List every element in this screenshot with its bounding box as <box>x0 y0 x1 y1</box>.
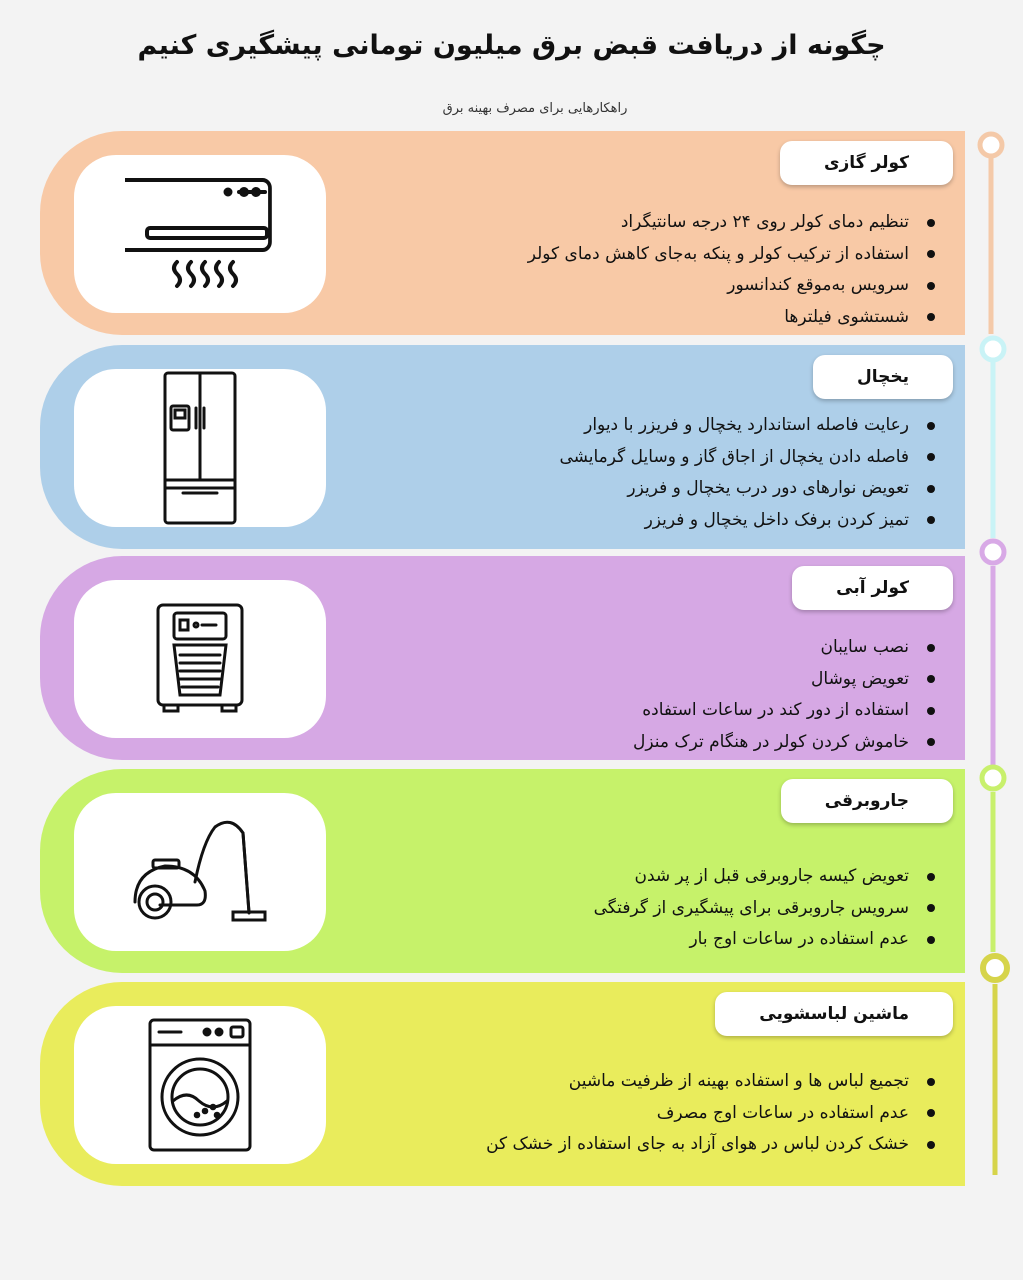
bullet-dot <box>927 282 935 290</box>
list-item <box>594 924 935 956</box>
list-item-text: خشک کردن لباس در هوای آزاد به جای استفاده از خشک کن <box>486 1134 909 1154</box>
list-item-text: عدم استفاده در ساعات اوج بار <box>689 929 909 949</box>
washing-machine-icon <box>74 1006 326 1164</box>
air-conditioner-icon <box>74 155 326 313</box>
bullet-dot <box>927 707 935 715</box>
list-item <box>528 302 935 334</box>
bullet-dot <box>927 675 935 683</box>
list-item <box>594 893 935 925</box>
list-item-text: تعویض پوشال <box>811 668 909 689</box>
list-item <box>486 1098 935 1130</box>
timeline-node <box>980 134 1002 156</box>
bullet-dot <box>927 313 935 321</box>
section-label: جاروبرقی <box>781 779 953 823</box>
section-vacuum-cleaner <box>40 769 965 973</box>
list-item <box>528 239 935 271</box>
list-item-text: استفاده از دور کند در ساعات استفاده <box>642 700 909 720</box>
timeline-node <box>982 541 1004 563</box>
list-item-text: نصب سایبان <box>820 637 909 657</box>
list-item-text: خاموش کردن کولر در هنگام ترک منزل <box>633 731 909 752</box>
list-item-text: فاصله دادن یخچال از اجاق گاز و وسایل گرمایشی <box>559 446 909 467</box>
page-title: چگونه از دریافت قبض برق میلیون تومانی پیشگیری کنیم <box>137 30 886 61</box>
vacuum-cleaner-icon <box>74 793 326 951</box>
timeline-node <box>982 338 1004 360</box>
list-item <box>633 664 935 696</box>
list-item <box>559 410 935 442</box>
page-subtitle: راهکارهایی برای مصرف بهینه برق <box>442 101 628 116</box>
refrigerator-icon <box>74 369 326 527</box>
bullet-dot <box>927 904 935 912</box>
list-item-text: تنظیم دمای کولر روی ۲۴ درجه سانتیگراد <box>620 212 909 232</box>
list-item-text: تعویض کیسه جاروبرقی قبل از پر شدن <box>634 866 909 886</box>
bullet-dot <box>927 1078 935 1086</box>
list-item-text: تجمیع لباس ها و استفاده بهینه از ظرفیت ماشین <box>568 1071 909 1091</box>
list-item <box>528 207 935 239</box>
list-item-text: استفاده از ترکیب کولر و پنکه به‌جای کاهش دمای کولر <box>527 243 909 264</box>
list-item <box>528 270 935 302</box>
list-item-text: سرویس به‌موقع کندانسور <box>727 275 909 295</box>
section-refrigerator <box>40 345 965 549</box>
list-item <box>559 442 935 474</box>
list-item <box>633 695 935 727</box>
section-evaporative-cooler <box>40 556 965 760</box>
bullet-dot <box>927 422 935 430</box>
list-item <box>594 861 935 893</box>
bullet-dot <box>927 644 935 652</box>
section-label: کولر گازی <box>780 141 953 185</box>
section-air-conditioner <box>40 131 965 335</box>
bullet-dot <box>927 453 935 461</box>
list-item-text: رعایت فاصله استاندارد یخچال و فریزر با دیوار <box>584 415 909 435</box>
list-item-text: تمیز کردن برفک داخل یخچال و فریزر <box>644 509 909 530</box>
list-item-text: عدم استفاده در ساعات اوج مصرف <box>656 1102 909 1123</box>
bullet-dot <box>927 250 935 258</box>
timeline-node <box>982 767 1004 789</box>
list-item <box>559 473 935 505</box>
section-label: کولر آبی <box>792 566 953 610</box>
evaporative-cooler-icon <box>74 580 326 738</box>
bullet-dot <box>927 738 935 746</box>
list-item-text: شستشوی فیلترها <box>784 306 909 327</box>
list-item <box>486 1066 935 1098</box>
list-item <box>633 632 935 664</box>
list-item <box>633 727 935 759</box>
bullet-dot <box>927 485 935 493</box>
bullet-dot <box>927 1141 935 1149</box>
bullet-dot <box>927 873 935 881</box>
timeline-node <box>983 956 1007 980</box>
bullet-dot <box>927 936 935 944</box>
list-item-text: سرویس جاروبرقی برای پیشگیری از گرفتگی <box>593 897 909 918</box>
bullet-dot <box>927 219 935 227</box>
bullet-dot <box>927 516 935 524</box>
section-label: یخچال <box>813 355 953 399</box>
list-item <box>559 505 935 537</box>
list-item <box>486 1129 935 1161</box>
section-washing-machine <box>40 982 965 1186</box>
list-item-text: تعویض نوارهای دور درب یخچال و فریزر <box>627 478 909 498</box>
section-label: ماشین لباسشویی <box>715 992 953 1036</box>
bullet-dot <box>927 1109 935 1117</box>
